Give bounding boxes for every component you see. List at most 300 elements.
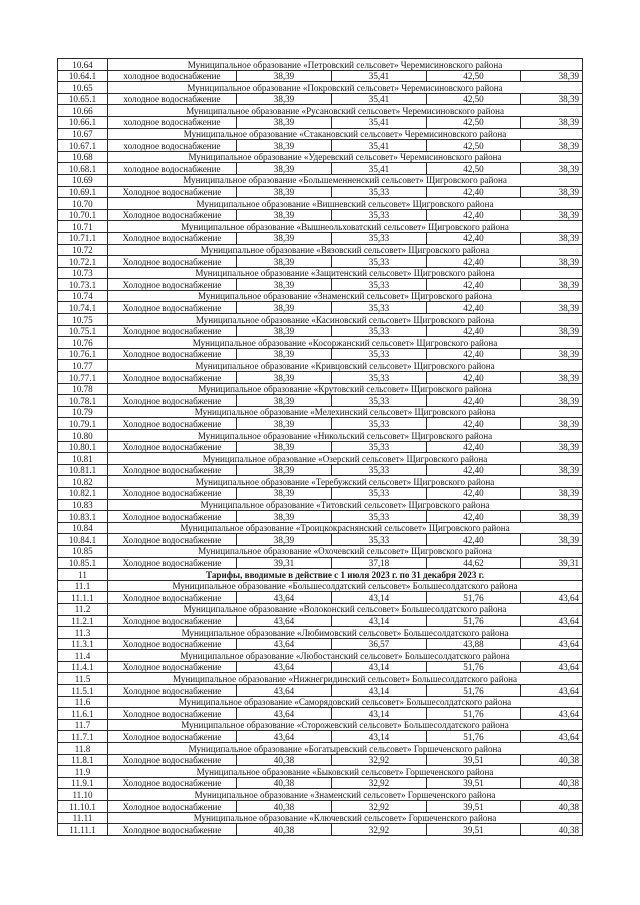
tariff-value: 35,33 (332, 232, 427, 244)
municipality-name: Муниципальное образование «Мелехинский сельсовет» Щигровского района (108, 406, 583, 418)
tariff-value: 43,64 (521, 592, 583, 604)
municipality-name: Муниципальное образование «Большесолдатский сельсовет» Большесолдатского района (108, 580, 583, 592)
municipality-row (58, 545, 583, 557)
row-number: 10.76.1 (58, 348, 108, 360)
municipality-row (58, 128, 583, 140)
municipality-row (58, 221, 583, 233)
tariff-row (58, 487, 583, 499)
service-name: Холодное водоснабжение (108, 824, 237, 836)
tariff-value: 38,39 (237, 232, 332, 244)
tariff-value: 38,39 (521, 279, 583, 291)
tariff-value: 40,38 (237, 754, 332, 766)
tariff-value: 51,76 (427, 731, 521, 743)
tariff-value: 42,40 (427, 325, 521, 337)
municipality-row (58, 151, 583, 163)
tariff-value: 38,39 (237, 487, 332, 499)
tariff-value: 38,39 (521, 511, 583, 523)
municipality-name: Муниципальное образование «Нижнегридинский сельсовет» Большесолдатского района (108, 673, 583, 685)
service-name: Холодное водоснабжение (108, 487, 237, 499)
row-number: 10.80.1 (58, 441, 108, 453)
tariff-value: 32,92 (332, 754, 427, 766)
tariff-value: 38,39 (521, 325, 583, 337)
tariff-row (58, 116, 583, 128)
tariff-value: 51,76 (427, 685, 521, 697)
municipality-name: Муниципальное образование «Титовский сельсовет» Щигровского района (108, 499, 583, 511)
tariff-value: 43,14 (332, 592, 427, 604)
row-number: 10.66 (58, 105, 108, 117)
tariff-row (58, 685, 583, 697)
municipality-name: Муниципальное образование «Никольский сельсовет» Щигровского района (108, 430, 583, 442)
service-name: Холодное водоснабжение (108, 731, 237, 743)
service-name: Холодное водоснабжение (108, 232, 237, 244)
row-number: 10.80 (58, 430, 108, 442)
service-name: Холодное водоснабжение (108, 209, 237, 221)
tariff-row (58, 464, 583, 476)
tariff-value: 38,39 (237, 464, 332, 476)
tariff-value: 42,40 (427, 256, 521, 268)
municipality-name: Муниципальное образование «Петровский сельсовет» Черемисиновского района (108, 59, 583, 71)
tariff-value: 43,64 (521, 685, 583, 697)
row-number: 10.84.1 (58, 534, 108, 546)
tariff-value: 43,64 (237, 708, 332, 720)
municipality-row (58, 383, 583, 395)
tariff-value: 43,64 (237, 661, 332, 673)
row-number: 10.81.1 (58, 464, 108, 476)
service-name: холодное водоснабжение (108, 93, 237, 105)
municipality-name: Муниципальное образование «Косоржанский сельсовет» Щигровского района (108, 337, 583, 349)
tariff-row (58, 418, 583, 430)
service-name: Холодное водоснабжение (108, 754, 237, 766)
tariff-row (58, 279, 583, 291)
tariff-value: 42,40 (427, 511, 521, 523)
tariff-value: 38,39 (237, 348, 332, 360)
municipality-name: Муниципальное образование «Любимовский сельсовет» Большесолдатского района (108, 627, 583, 639)
tariff-row (58, 777, 583, 789)
tariff-row (58, 186, 583, 198)
service-name: Холодное водоснабжение (108, 302, 237, 314)
municipality-name: Муниципальное образование «Вязовский сельсовет» Щигровского района (108, 244, 583, 256)
row-number: 10.72 (58, 244, 108, 256)
tariff-value: 42,40 (427, 209, 521, 221)
tariff-table (57, 58, 583, 836)
row-number: 11.3.1 (58, 638, 108, 650)
service-name: Холодное водоснабжение (108, 372, 237, 384)
row-number: 11.7.1 (58, 731, 108, 743)
tariff-value: 42,50 (427, 93, 521, 105)
tariff-value: 38,39 (521, 302, 583, 314)
municipality-row (58, 603, 583, 615)
row-number: 10.64.1 (58, 70, 108, 82)
row-number: 10.70.1 (58, 209, 108, 221)
tariff-value: 35,33 (332, 418, 427, 430)
row-number: 10.68.1 (58, 163, 108, 175)
municipality-name: Муниципальное образование «Удеревский сельсовет» Черемисиновского района (108, 151, 583, 163)
tariff-value: 40,38 (521, 754, 583, 766)
row-number: 10.81 (58, 453, 108, 465)
municipality-row (58, 360, 583, 372)
tariff-value: 43,64 (521, 615, 583, 627)
tariff-value: 43,64 (237, 615, 332, 627)
tariff-value: 38,39 (237, 372, 332, 384)
tariff-value: 35,33 (332, 186, 427, 198)
tariff-row (58, 824, 583, 836)
tariff-row (58, 534, 583, 546)
tariff-value: 42,40 (427, 279, 521, 291)
row-number: 10.74.1 (58, 302, 108, 314)
municipality-name: Муниципальное образование «Ключевский сельсовет» Горшеченского района (108, 812, 583, 824)
tariff-value: 38,39 (521, 116, 583, 128)
tariff-value: 43,14 (332, 731, 427, 743)
municipality-name: Муниципальное образование «Кривцовский сельсовет» Щигровского района (108, 360, 583, 372)
tariff-value: 43,64 (237, 731, 332, 743)
tariff-value: 40,38 (521, 801, 583, 813)
tariff-value: 32,92 (332, 824, 427, 836)
row-number: 10.84 (58, 522, 108, 534)
tariff-value: 42,40 (427, 372, 521, 384)
tariff-row (58, 232, 583, 244)
tariff-value: 42,40 (427, 232, 521, 244)
tariff-value: 38,39 (237, 534, 332, 546)
row-number: 11.10.1 (58, 801, 108, 813)
tariff-value: 42,40 (427, 186, 521, 198)
tariff-value: 35,33 (332, 325, 427, 337)
tariff-value: 43,64 (521, 638, 583, 650)
row-number: 10.79.1 (58, 418, 108, 430)
row-number: 11.4.1 (58, 661, 108, 673)
row-number: 10.65.1 (58, 93, 108, 105)
tariff-row (58, 325, 583, 337)
service-name: холодное водоснабжение (108, 140, 237, 152)
tariff-value: 51,76 (427, 615, 521, 627)
tariff-value: 38,39 (521, 256, 583, 268)
tariff-value: 43,64 (521, 661, 583, 673)
row-number: 10.82 (58, 476, 108, 488)
row-number: 10.78.1 (58, 395, 108, 407)
tariff-row (58, 638, 583, 650)
tariff-value: 51,76 (427, 592, 521, 604)
service-name: Холодное водоснабжение (108, 661, 237, 673)
municipality-name: Муниципальное образование «Озерский сельсовет» Щигровского района (108, 453, 583, 465)
municipality-name: Муниципальное образование «Знаменский сельсовет» Горшеченского района (108, 789, 583, 801)
tariff-value: 43,64 (237, 638, 332, 650)
service-name: Холодное водоснабжение (108, 615, 237, 627)
tariff-value: 38,39 (237, 209, 332, 221)
row-number: 10.71.1 (58, 232, 108, 244)
row-number: 10.66.1 (58, 116, 108, 128)
section-header-row (58, 569, 583, 581)
row-number: 10.75.1 (58, 325, 108, 337)
tariff-value: 35,33 (332, 464, 427, 476)
row-number: 10.79 (58, 406, 108, 418)
tariff-value: 38,39 (237, 279, 332, 291)
row-number: 10.73 (58, 267, 108, 279)
tariff-value: 35,41 (332, 70, 427, 82)
row-number: 11 (58, 569, 108, 581)
tariff-value: 39,51 (427, 801, 521, 813)
row-number: 10.70 (58, 198, 108, 210)
tariff-value: 38,39 (521, 209, 583, 221)
tariff-document (57, 58, 582, 836)
tariff-value: 38,39 (237, 140, 332, 152)
municipality-row (58, 580, 583, 592)
tariff-value: 43,64 (237, 592, 332, 604)
row-number: 10.67 (58, 128, 108, 140)
tariff-row (58, 70, 583, 82)
service-name: Холодное водоснабжение (108, 801, 237, 813)
service-name: холодное водоснабжение (108, 163, 237, 175)
municipality-name: Муниципальное образование «Охочевский сельсовет» Щигровского района (108, 545, 583, 557)
service-name: Холодное водоснабжение (108, 279, 237, 291)
tariff-value: 38,39 (237, 163, 332, 175)
tariff-value: 38,39 (237, 256, 332, 268)
row-number: 11.2 (58, 603, 108, 615)
row-number: 11.8 (58, 743, 108, 755)
tariff-value: 40,38 (237, 777, 332, 789)
municipality-name: Муниципальное образование «Знаменский сельсовет» Щигровского района (108, 290, 583, 302)
service-name: Холодное водоснабжение (108, 256, 237, 268)
service-name: Холодное водоснабжение (108, 325, 237, 337)
tariff-value: 42,40 (427, 395, 521, 407)
tariff-row (58, 557, 583, 569)
tariff-value: 42,40 (427, 534, 521, 546)
municipality-name: Муниципальное образование «Саморядовский сельсовет» Большесолдатского района (108, 696, 583, 708)
municipality-name: Муниципальное образование «Стакановский сельсовет» Черемисиновского района (108, 128, 583, 140)
section-title: Тарифы, вводимые в действие с 1 июля 2023 г. по 31 декабря 2023 г. (108, 569, 583, 581)
tariff-value: 36,57 (332, 638, 427, 650)
tariff-value: 35,33 (332, 534, 427, 546)
municipality-row (58, 174, 583, 186)
tariff-value: 43,64 (521, 731, 583, 743)
row-number: 10.77 (58, 360, 108, 372)
tariff-row (58, 661, 583, 673)
municipality-name: Муниципальное образование «Волоконский сельсовет» Большесолдатского района (108, 603, 583, 615)
tariff-value: 38,39 (521, 464, 583, 476)
municipality-row (58, 812, 583, 824)
service-name: Холодное водоснабжение (108, 685, 237, 697)
tariff-value: 35,33 (332, 487, 427, 499)
row-number: 10.72.1 (58, 256, 108, 268)
service-name: Холодное водоснабжение (108, 708, 237, 720)
tariff-value: 51,76 (427, 661, 521, 673)
row-number: 11.9.1 (58, 777, 108, 789)
tariff-value: 43,64 (237, 685, 332, 697)
municipality-row (58, 766, 583, 778)
tariff-value: 42,40 (427, 302, 521, 314)
tariff-row (58, 592, 583, 604)
row-number: 11.10 (58, 789, 108, 801)
municipality-row (58, 430, 583, 442)
tariff-value: 38,39 (237, 116, 332, 128)
row-number: 10.73.1 (58, 279, 108, 291)
municipality-row (58, 696, 583, 708)
tariff-value: 35,33 (332, 348, 427, 360)
row-number: 11.7 (58, 719, 108, 731)
tariff-value: 38,39 (237, 186, 332, 198)
tariff-row (58, 372, 583, 384)
municipality-row (58, 650, 583, 662)
tariff-row (58, 708, 583, 720)
municipality-row (58, 453, 583, 465)
row-number: 10.68 (58, 151, 108, 163)
municipality-row (58, 789, 583, 801)
row-number: 11.1 (58, 580, 108, 592)
tariff-value: 35,33 (332, 209, 427, 221)
row-number: 11.11.1 (58, 824, 108, 836)
service-name: Холодное водоснабжение (108, 534, 237, 546)
tariff-row (58, 801, 583, 813)
tariff-row (58, 209, 583, 221)
tariff-value: 38,39 (521, 395, 583, 407)
tariff-value: 35,33 (332, 256, 427, 268)
tariff-row (58, 731, 583, 743)
service-name: Холодное водоснабжение (108, 441, 237, 453)
tariff-row (58, 615, 583, 627)
row-number: 11.8.1 (58, 754, 108, 766)
tariff-value: 38,39 (237, 70, 332, 82)
tariff-value: 42,50 (427, 140, 521, 152)
tariff-value: 35,33 (332, 511, 427, 523)
service-name: Холодное водоснабжение (108, 638, 237, 650)
row-number: 11.5 (58, 673, 108, 685)
municipality-name: Муниципальное образование «Быковский сельсовет» Горшеченского района (108, 766, 583, 778)
tariff-value: 32,92 (332, 801, 427, 813)
tariff-row (58, 754, 583, 766)
tariff-value: 38,39 (521, 348, 583, 360)
row-number: 11.5.1 (58, 685, 108, 697)
tariff-value: 38,39 (237, 395, 332, 407)
tariff-row (58, 93, 583, 105)
row-number: 11.6.1 (58, 708, 108, 720)
tariff-value: 35,33 (332, 279, 427, 291)
municipality-row (58, 267, 583, 279)
row-number: 10.76 (58, 337, 108, 349)
tariff-value: 35,33 (332, 302, 427, 314)
municipality-row (58, 198, 583, 210)
municipality-name: Муниципальное образование «Покровский сельсовет» Черемисиновского района (108, 82, 583, 94)
service-name: Холодное водоснабжение (108, 186, 237, 198)
service-name: Холодное водоснабжение (108, 395, 237, 407)
service-name: Холодное водоснабжение (108, 511, 237, 523)
service-name: Холодное водоснабжение (108, 777, 237, 789)
tariff-value: 40,38 (521, 777, 583, 789)
tariff-value: 35,33 (332, 441, 427, 453)
row-number: 10.74 (58, 290, 108, 302)
tariff-value: 39,51 (427, 777, 521, 789)
municipality-name: Муниципальное образование «Богатыревский сельсовет» Горшеченского района (108, 743, 583, 755)
municipality-name: Муниципальное образование «Большеменненский сельсовет» Щигровского района (108, 174, 583, 186)
tariff-value: 43,14 (332, 708, 427, 720)
row-number: 11.2.1 (58, 615, 108, 627)
tariff-value: 43,88 (427, 638, 521, 650)
tariff-value: 39,31 (521, 557, 583, 569)
row-number: 11.4 (58, 650, 108, 662)
municipality-name: Муниципальное образование «Русановский сельсовет» Черемисиновского района (108, 105, 583, 117)
tariff-row (58, 511, 583, 523)
municipality-row (58, 476, 583, 488)
municipality-name: Муниципальное образование «Вышнеольховатский сельсовет» Щигровского района (108, 221, 583, 233)
tariff-value: 38,39 (521, 232, 583, 244)
tariff-value: 35,41 (332, 93, 427, 105)
row-number: 11.6 (58, 696, 108, 708)
tariff-value: 35,41 (332, 140, 427, 152)
tariff-value: 38,39 (237, 302, 332, 314)
tariff-table-body (58, 59, 583, 836)
municipality-name: Муниципальное образование «Крутовский сельсовет» Щигровского района (108, 383, 583, 395)
municipality-row (58, 337, 583, 349)
municipality-name: Муниципальное образование «Вишневский сельсовет» Щигровского района (108, 198, 583, 210)
service-name: холодное водоснабжение (108, 70, 237, 82)
municipality-name: Муниципальное образование «Сторожевский сельсовет» Большесолдатского района (108, 719, 583, 731)
tariff-value: 39,31 (237, 557, 332, 569)
tariff-value: 39,51 (427, 754, 521, 766)
row-number: 10.69 (58, 174, 108, 186)
tariff-value: 38,39 (521, 186, 583, 198)
municipality-name: Муниципальное образование «Защитенский сельсовет» Щигровского района (108, 267, 583, 279)
tariff-value: 43,14 (332, 661, 427, 673)
tariff-value: 42,40 (427, 487, 521, 499)
tariff-value: 42,40 (427, 464, 521, 476)
municipality-row (58, 290, 583, 302)
tariff-row (58, 140, 583, 152)
row-number: 10.77.1 (58, 372, 108, 384)
municipality-row (58, 627, 583, 639)
tariff-value: 38,39 (521, 93, 583, 105)
tariff-row (58, 348, 583, 360)
tariff-value: 43,14 (332, 615, 427, 627)
tariff-value: 42,50 (427, 70, 521, 82)
tariff-value: 43,14 (332, 685, 427, 697)
service-name: Холодное водоснабжение (108, 557, 237, 569)
service-name: Холодное водоснабжение (108, 348, 237, 360)
tariff-value: 38,39 (237, 441, 332, 453)
tariff-value: 38,39 (237, 511, 332, 523)
municipality-name: Муниципальное образование «Любостанский сельсовет» Большесолдатского района (108, 650, 583, 662)
tariff-value: 35,33 (332, 395, 427, 407)
tariff-value: 38,39 (237, 325, 332, 337)
tariff-value: 40,38 (237, 801, 332, 813)
municipality-row (58, 105, 583, 117)
tariff-value: 51,76 (427, 708, 521, 720)
tariff-value: 44,62 (427, 557, 521, 569)
municipality-name: Муниципальное образование «Касиновский сельсовет» Щигровского района (108, 314, 583, 326)
tariff-value: 40,38 (237, 824, 332, 836)
service-name: холодное водоснабжение (108, 116, 237, 128)
service-name: Холодное водоснабжение (108, 592, 237, 604)
tariff-value: 38,39 (521, 487, 583, 499)
tariff-row (58, 163, 583, 175)
tariff-value: 38,39 (521, 418, 583, 430)
tariff-value: 38,39 (521, 372, 583, 384)
row-number: 11.1.1 (58, 592, 108, 604)
tariff-value: 38,39 (521, 441, 583, 453)
row-number: 11.11 (58, 812, 108, 824)
row-number: 10.82.1 (58, 487, 108, 499)
tariff-value: 38,39 (521, 70, 583, 82)
tariff-value: 42,40 (427, 348, 521, 360)
tariff-value: 42,50 (427, 116, 521, 128)
municipality-row (58, 499, 583, 511)
municipality-row (58, 719, 583, 731)
row-number: 10.75 (58, 314, 108, 326)
tariff-value: 38,39 (521, 534, 583, 546)
tariff-value: 42,50 (427, 163, 521, 175)
row-number: 11.3 (58, 627, 108, 639)
row-number: 10.64 (58, 59, 108, 71)
municipality-row (58, 743, 583, 755)
tariff-value: 32,92 (332, 777, 427, 789)
row-number: 11.9 (58, 766, 108, 778)
municipality-row (58, 673, 583, 685)
